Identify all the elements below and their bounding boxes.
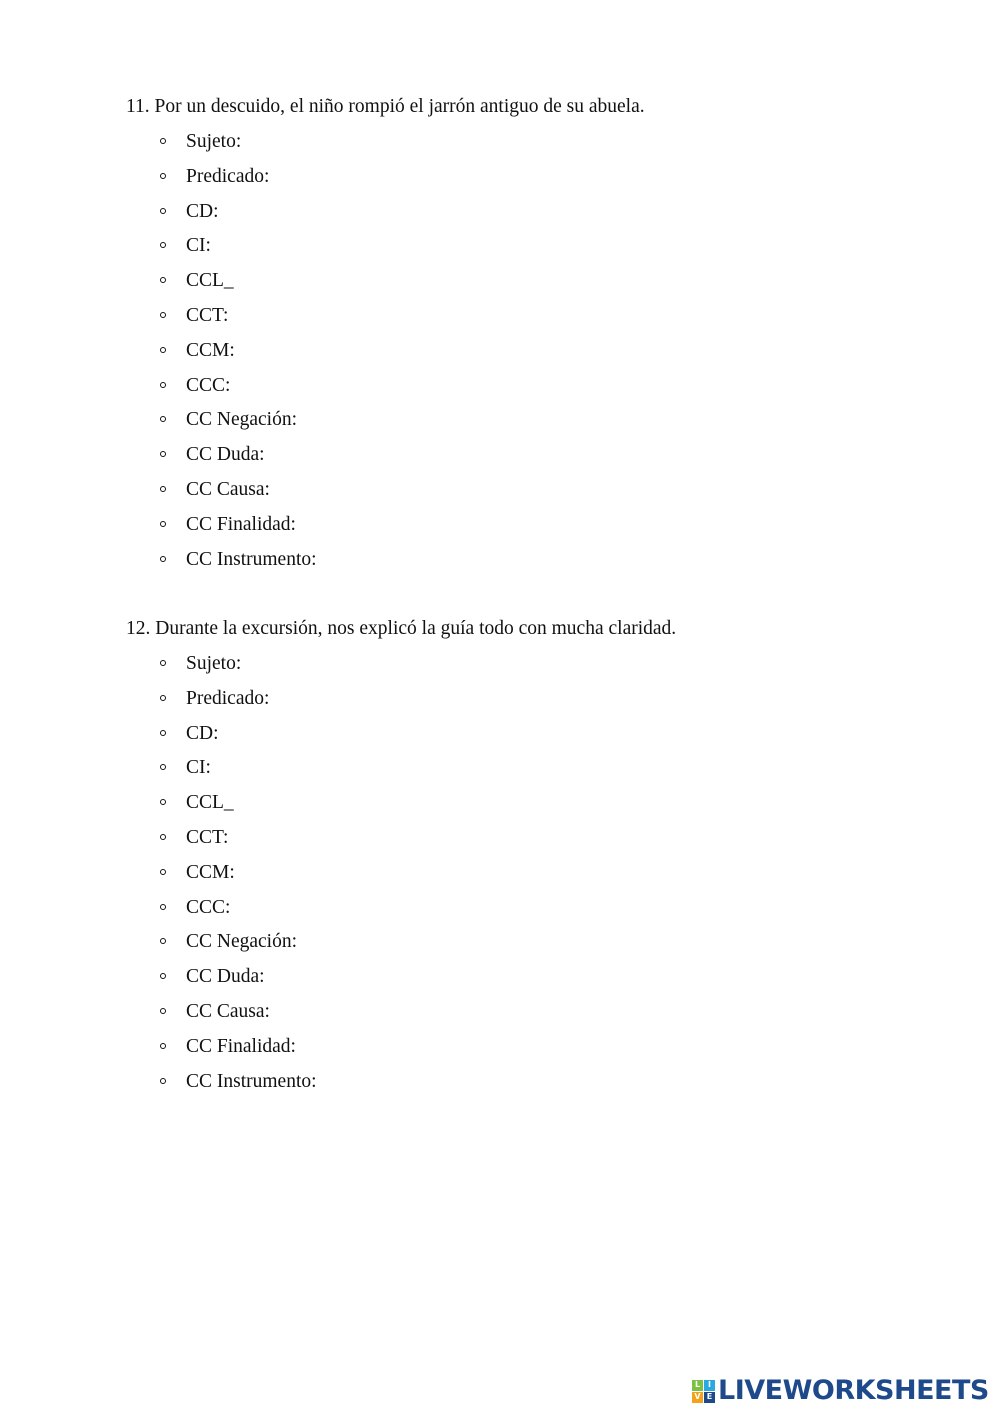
item-label: CC Causa: xyxy=(186,478,270,500)
circle-bullet-icon xyxy=(160,869,166,875)
circle-bullet-icon xyxy=(160,973,166,979)
circle-bullet-icon xyxy=(160,799,166,805)
list-item xyxy=(126,717,926,752)
item-label: CCM: xyxy=(186,861,235,883)
circle-bullet-icon xyxy=(160,1043,166,1049)
item-label: CC Negación: xyxy=(186,931,298,953)
list-item xyxy=(126,195,926,230)
question-title: 12. Durante la excursión, nos explicó la guía todo con mucha claridad. xyxy=(126,618,677,639)
circle-bullet-icon xyxy=(160,938,166,944)
circle-bullet-icon xyxy=(160,416,166,422)
item-label: CC Duda: xyxy=(186,966,265,988)
logo-letter: I xyxy=(704,1380,715,1391)
list-item xyxy=(126,682,926,717)
circle-bullet-icon xyxy=(160,1078,166,1084)
circle-bullet-icon xyxy=(160,486,166,492)
item-label: Sujeto: xyxy=(186,653,242,674)
item-label: CD: xyxy=(186,200,219,222)
brand-name: LIVEWORKSHEETS xyxy=(718,1375,989,1406)
logo-letter: V xyxy=(692,1392,703,1403)
circle-bullet-icon xyxy=(160,242,166,248)
list-item xyxy=(126,125,926,160)
item-label: CI: xyxy=(186,235,211,257)
item-label: CC Instrumento: xyxy=(186,1070,317,1092)
item-label: Predicado: xyxy=(186,165,270,187)
circle-bullet-icon xyxy=(160,730,166,736)
item-label: CCT: xyxy=(186,304,229,326)
circle-bullet-icon xyxy=(160,521,166,527)
answer-list xyxy=(126,647,926,1099)
list-item xyxy=(126,1030,926,1065)
item-label: CCC: xyxy=(186,374,231,396)
question-11 xyxy=(126,95,926,577)
list-item xyxy=(126,891,926,926)
circle-bullet-icon xyxy=(160,382,166,388)
logo-letter: E xyxy=(704,1392,715,1403)
circle-bullet-icon xyxy=(160,312,166,318)
list-item xyxy=(126,1065,926,1100)
circle-bullet-icon xyxy=(160,208,166,214)
item-label: CC Instrumento: xyxy=(186,548,317,570)
list-item xyxy=(126,264,926,299)
circle-bullet-icon xyxy=(160,347,166,353)
list-item xyxy=(126,229,926,264)
list-item xyxy=(126,160,926,195)
circle-bullet-icon xyxy=(160,764,166,770)
item-label: CCM: xyxy=(186,339,235,361)
circle-bullet-icon xyxy=(160,1008,166,1014)
circle-bullet-icon xyxy=(160,138,166,144)
item-label: CCC: xyxy=(186,896,231,918)
item-label: CCL_ xyxy=(186,792,234,814)
circle-bullet-icon xyxy=(160,277,166,283)
list-item xyxy=(126,403,926,438)
item-label: CCT: xyxy=(186,826,229,848)
circle-bullet-icon xyxy=(160,834,166,840)
list-item xyxy=(126,821,926,856)
liveworksheets-watermark xyxy=(692,1376,989,1406)
circle-bullet-icon xyxy=(160,660,166,666)
item-label: Sujeto: xyxy=(186,131,242,152)
circle-bullet-icon xyxy=(160,556,166,562)
item-label: CC Finalidad: xyxy=(186,1035,296,1057)
list-item xyxy=(126,299,926,334)
list-item xyxy=(126,856,926,891)
list-item xyxy=(126,647,926,682)
question-12 xyxy=(126,617,926,1099)
list-item xyxy=(126,995,926,1030)
item-label: CC Finalidad: xyxy=(186,513,296,535)
item-label: Predicado: xyxy=(186,687,270,709)
list-item xyxy=(126,438,926,473)
item-label: CD: xyxy=(186,722,219,744)
logo-letter: L xyxy=(692,1380,703,1391)
item-label: CC Causa: xyxy=(186,1000,270,1022)
item-label: CC Negación: xyxy=(186,409,298,431)
item-label: CC Duda: xyxy=(186,444,265,466)
list-item xyxy=(126,543,926,578)
list-item xyxy=(126,369,926,404)
list-item xyxy=(126,334,926,369)
item-label: CI: xyxy=(186,757,211,779)
list-item xyxy=(126,751,926,786)
item-label: CCL_ xyxy=(186,270,234,292)
question-title: 11. Por un descuido, el niño rompió el jarrón antiguo de su abuela. xyxy=(126,96,645,117)
answer-list xyxy=(126,125,926,577)
list-item xyxy=(126,508,926,543)
circle-bullet-icon xyxy=(160,695,166,701)
list-item xyxy=(126,960,926,995)
circle-bullet-icon xyxy=(160,451,166,457)
circle-bullet-icon xyxy=(160,173,166,179)
list-item xyxy=(126,473,926,508)
liveworksheets-logo-icon xyxy=(692,1380,715,1403)
list-item xyxy=(126,786,926,821)
list-item xyxy=(126,925,926,960)
circle-bullet-icon xyxy=(160,904,166,910)
